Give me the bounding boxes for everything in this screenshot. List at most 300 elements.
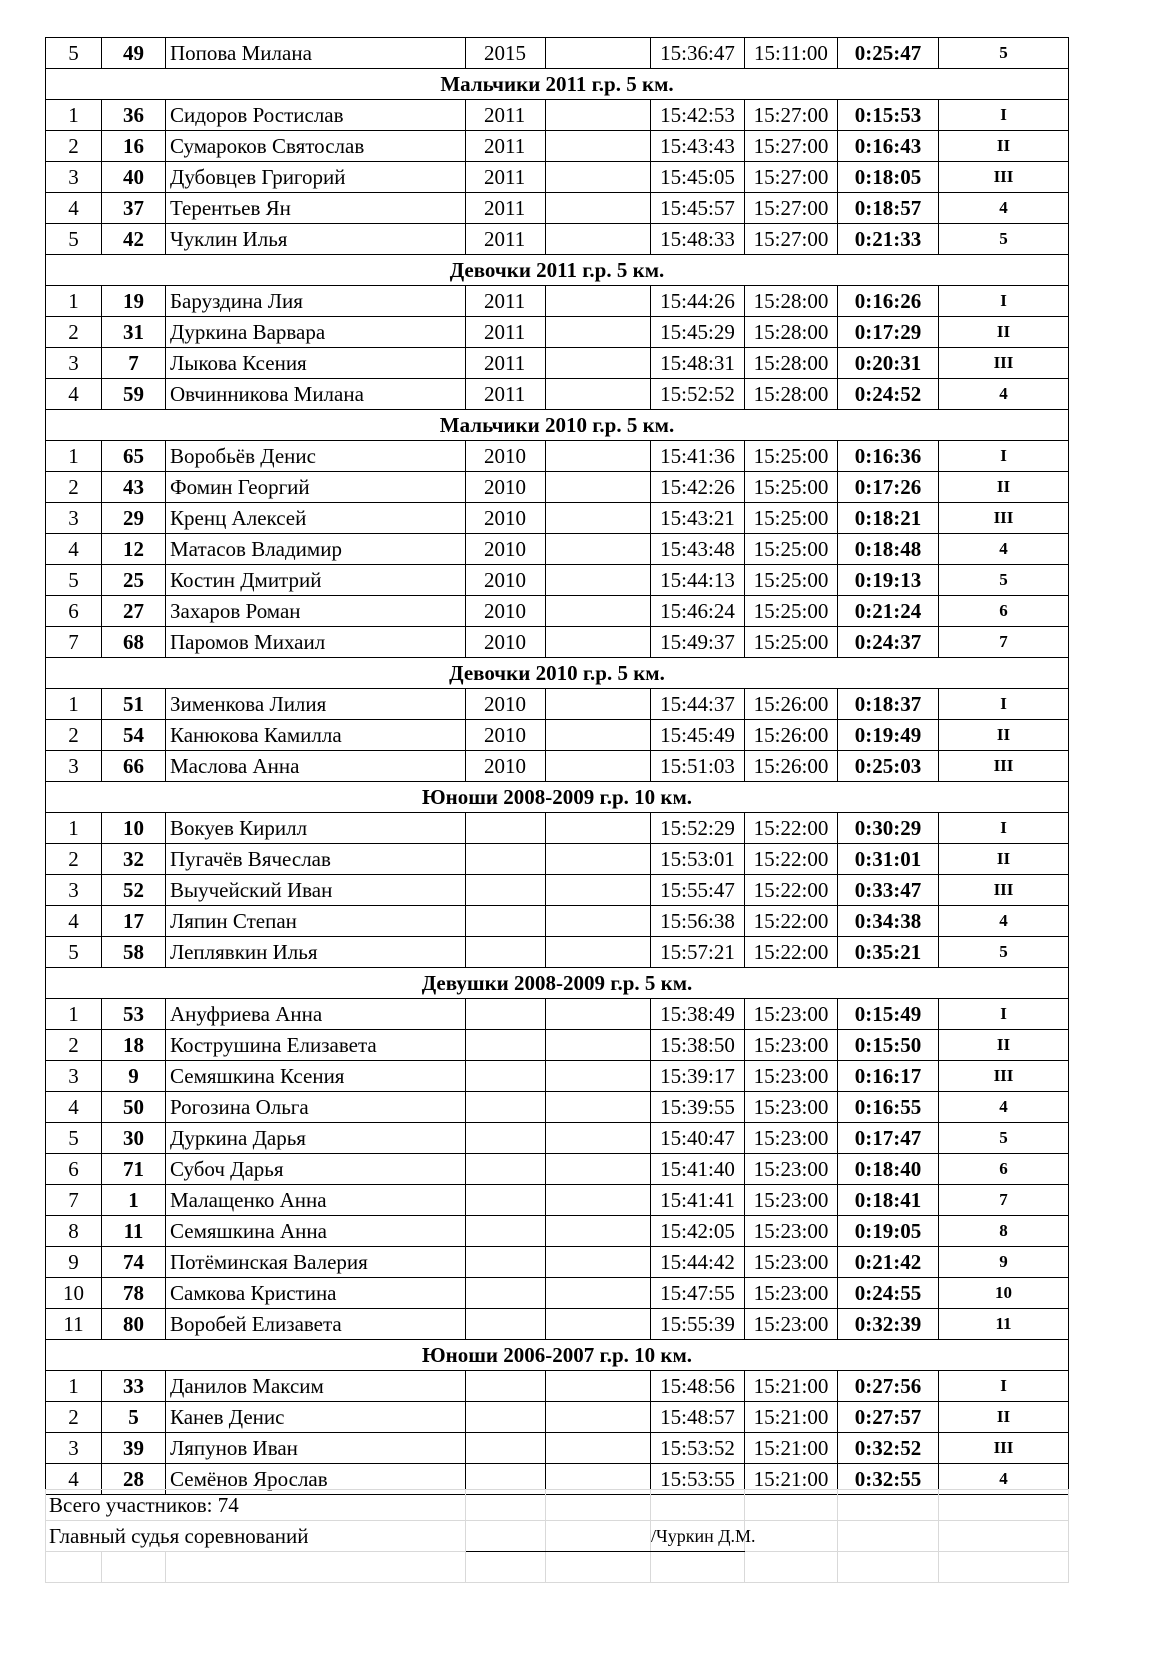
place-cell: 9 xyxy=(46,1247,102,1278)
rank-cell: 5 xyxy=(939,1123,1069,1154)
start-time: 15:25:00 xyxy=(745,441,838,472)
table-row xyxy=(46,1216,1069,1247)
results-body xyxy=(46,38,1069,1495)
finish-time: 15:52:52 xyxy=(651,379,745,410)
table-row xyxy=(46,937,1069,968)
table-row xyxy=(46,379,1069,410)
table-row xyxy=(46,1185,1069,1216)
finish-time: 15:42:26 xyxy=(651,472,745,503)
empty-cell xyxy=(546,503,651,534)
rank-cell: III xyxy=(939,875,1069,906)
empty-cell xyxy=(546,565,651,596)
start-time: 15:27:00 xyxy=(745,224,838,255)
place-cell: 1 xyxy=(46,999,102,1030)
table-row xyxy=(46,596,1069,627)
rank-cell: I xyxy=(939,286,1069,317)
rank-cell: II xyxy=(939,472,1069,503)
place-cell: 1 xyxy=(46,689,102,720)
place-cell: 4 xyxy=(46,534,102,565)
bib-number: 1 xyxy=(102,1185,166,1216)
finish-time: 15:44:42 xyxy=(651,1247,745,1278)
section-header-row xyxy=(46,658,1069,689)
birth-year: 2011 xyxy=(466,286,546,317)
results-table xyxy=(45,37,1069,1495)
start-time: 15:21:00 xyxy=(745,1464,838,1495)
rank-cell: 4 xyxy=(939,379,1069,410)
result-time: 0:15:50 xyxy=(838,1030,939,1061)
table-row xyxy=(46,1123,1069,1154)
start-time: 15:23:00 xyxy=(745,1154,838,1185)
place-cell: 6 xyxy=(46,1154,102,1185)
athlete-name: Терентьев Ян xyxy=(166,193,466,224)
birth-year: 2011 xyxy=(466,317,546,348)
empty-cell xyxy=(546,1371,651,1402)
rank-cell: II xyxy=(939,844,1069,875)
birth-year xyxy=(466,1123,546,1154)
result-time: 0:21:42 xyxy=(838,1247,939,1278)
empty-cell xyxy=(546,38,651,69)
place-cell: 6 xyxy=(46,596,102,627)
result-time: 0:18:48 xyxy=(838,534,939,565)
birth-year xyxy=(466,813,546,844)
birth-year: 2010 xyxy=(466,627,546,658)
bib-number: 43 xyxy=(102,472,166,503)
table-row xyxy=(46,100,1069,131)
bib-number: 9 xyxy=(102,1061,166,1092)
table-row xyxy=(46,503,1069,534)
birth-year xyxy=(466,1278,546,1309)
result-time: 0:15:49 xyxy=(838,999,939,1030)
start-time: 15:28:00 xyxy=(745,379,838,410)
bib-number: 30 xyxy=(102,1123,166,1154)
rank-cell: II xyxy=(939,131,1069,162)
result-time: 0:24:52 xyxy=(838,379,939,410)
athlete-name: Фомин Георгий xyxy=(166,472,466,503)
rank-cell: I xyxy=(939,689,1069,720)
finish-time: 15:42:05 xyxy=(651,1216,745,1247)
athlete-name: Сумароков Святослав xyxy=(166,131,466,162)
start-time: 15:22:00 xyxy=(745,875,838,906)
bib-number: 10 xyxy=(102,813,166,844)
athlete-name: Зименкова Лилия xyxy=(166,689,466,720)
result-time: 0:17:47 xyxy=(838,1123,939,1154)
birth-year xyxy=(466,1216,546,1247)
start-time: 15:23:00 xyxy=(745,1309,838,1340)
place-cell: 4 xyxy=(46,1092,102,1123)
bib-number: 31 xyxy=(102,317,166,348)
start-time: 15:26:00 xyxy=(745,751,838,782)
table-row xyxy=(46,751,1069,782)
birth-year: 2010 xyxy=(466,596,546,627)
table-row xyxy=(46,1247,1069,1278)
result-time: 0:16:55 xyxy=(838,1092,939,1123)
bib-number: 11 xyxy=(102,1216,166,1247)
section-title: Юноши 2006-2007 г.р. 10 км. xyxy=(46,1340,1069,1371)
result-time: 0:18:21 xyxy=(838,503,939,534)
result-time: 0:32:39 xyxy=(838,1309,939,1340)
rank-cell: 5 xyxy=(939,38,1069,69)
empty-cell xyxy=(546,1061,651,1092)
place-cell: 7 xyxy=(46,627,102,658)
start-time: 15:23:00 xyxy=(745,1278,838,1309)
athlete-name: Ануфриева Анна xyxy=(166,999,466,1030)
bib-number: 12 xyxy=(102,534,166,565)
table-row xyxy=(46,1309,1069,1340)
section-header-row xyxy=(46,410,1069,441)
finish-time: 15:45:57 xyxy=(651,193,745,224)
athlete-name: Кострушина Елизавета xyxy=(166,1030,466,1061)
athlete-name: Пугачёв Вячеслав xyxy=(166,844,466,875)
athlete-name: Семяшкина Ксения xyxy=(166,1061,466,1092)
section-header-row xyxy=(46,69,1069,100)
table-row xyxy=(46,1433,1069,1464)
birth-year: 2011 xyxy=(466,224,546,255)
section-header-row xyxy=(46,968,1069,999)
start-time: 15:21:00 xyxy=(745,1371,838,1402)
bib-number: 36 xyxy=(102,100,166,131)
result-time: 0:25:03 xyxy=(838,751,939,782)
finish-time: 15:44:26 xyxy=(651,286,745,317)
athlete-name: Канюкова Камилла xyxy=(166,720,466,751)
empty-cell xyxy=(546,472,651,503)
place-cell: 1 xyxy=(46,286,102,317)
place-cell: 3 xyxy=(46,162,102,193)
rank-cell: III xyxy=(939,162,1069,193)
bib-number: 19 xyxy=(102,286,166,317)
section-title: Мальчики 2010 г.р. 5 км. xyxy=(46,410,1069,441)
start-time: 15:27:00 xyxy=(745,100,838,131)
rank-cell: III xyxy=(939,348,1069,379)
rank-cell: 7 xyxy=(939,1185,1069,1216)
finish-time: 15:45:05 xyxy=(651,162,745,193)
place-cell: 4 xyxy=(46,906,102,937)
result-time: 0:25:47 xyxy=(838,38,939,69)
bib-number: 66 xyxy=(102,751,166,782)
start-time: 15:11:00 xyxy=(745,38,838,69)
result-time: 0:24:37 xyxy=(838,627,939,658)
place-cell: 1 xyxy=(46,813,102,844)
table-row xyxy=(46,1061,1069,1092)
place-cell: 3 xyxy=(46,503,102,534)
athlete-name: Попова Милана xyxy=(166,38,466,69)
start-time: 15:27:00 xyxy=(745,162,838,193)
bib-number: 5 xyxy=(102,1402,166,1433)
place-cell: 2 xyxy=(46,720,102,751)
rank-cell: III xyxy=(939,751,1069,782)
bib-number: 53 xyxy=(102,999,166,1030)
athlete-name: Дубовцев Григорий xyxy=(166,162,466,193)
empty-cell xyxy=(546,1092,651,1123)
finish-time: 15:55:47 xyxy=(651,875,745,906)
birth-year: 2011 xyxy=(466,162,546,193)
athlete-name: Маслова Анна xyxy=(166,751,466,782)
birth-year: 2010 xyxy=(466,472,546,503)
start-time: 15:25:00 xyxy=(745,596,838,627)
chief-judge-label: Главный судья соревнований xyxy=(46,1521,466,1552)
finish-time: 15:51:03 xyxy=(651,751,745,782)
birth-year: 2011 xyxy=(466,379,546,410)
empty-cell xyxy=(546,1278,651,1309)
start-time: 15:23:00 xyxy=(745,1247,838,1278)
empty-cell xyxy=(546,1216,651,1247)
table-row xyxy=(46,224,1069,255)
table-row xyxy=(46,193,1069,224)
table-row xyxy=(46,813,1069,844)
total-participants: Всего участников: 74 xyxy=(46,1490,466,1521)
start-time: 15:25:00 xyxy=(745,503,838,534)
bib-number: 17 xyxy=(102,906,166,937)
birth-year xyxy=(466,1030,546,1061)
bib-number: 28 xyxy=(102,1464,166,1495)
rank-cell: II xyxy=(939,317,1069,348)
start-time: 15:28:00 xyxy=(745,348,838,379)
finish-time: 15:43:43 xyxy=(651,131,745,162)
table-row xyxy=(46,1402,1069,1433)
finish-time: 15:52:29 xyxy=(651,813,745,844)
birth-year: 2010 xyxy=(466,689,546,720)
result-time: 0:20:31 xyxy=(838,348,939,379)
rank-cell: 5 xyxy=(939,937,1069,968)
finish-time: 15:43:21 xyxy=(651,503,745,534)
rank-cell: II xyxy=(939,720,1069,751)
athlete-name: Чуклин Илья xyxy=(166,224,466,255)
rank-cell: 4 xyxy=(939,906,1069,937)
finish-time: 15:48:56 xyxy=(651,1371,745,1402)
total-participants-row xyxy=(46,1490,1069,1521)
empty-cell xyxy=(546,100,651,131)
birth-year xyxy=(466,1092,546,1123)
empty-cell xyxy=(546,844,651,875)
birth-year: 2011 xyxy=(466,193,546,224)
start-time: 15:21:00 xyxy=(745,1402,838,1433)
rank-cell: I xyxy=(939,813,1069,844)
result-time: 0:24:55 xyxy=(838,1278,939,1309)
bib-number: 7 xyxy=(102,348,166,379)
athlete-name: Овчинникова Милана xyxy=(166,379,466,410)
table-row xyxy=(46,131,1069,162)
start-time: 15:22:00 xyxy=(745,906,838,937)
start-time: 15:25:00 xyxy=(745,472,838,503)
athlete-name: Канев Денис xyxy=(166,1402,466,1433)
section-title: Юноши 2008-2009 г.р. 10 км. xyxy=(46,782,1069,813)
result-time: 0:32:52 xyxy=(838,1433,939,1464)
place-cell: 5 xyxy=(46,937,102,968)
result-time: 0:17:29 xyxy=(838,317,939,348)
birth-year: 2010 xyxy=(466,503,546,534)
finish-time: 15:53:52 xyxy=(651,1433,745,1464)
empty-cell xyxy=(546,627,651,658)
birth-year xyxy=(466,906,546,937)
athlete-name: Паромов Михаил xyxy=(166,627,466,658)
bib-number: 33 xyxy=(102,1371,166,1402)
birth-year xyxy=(466,1433,546,1464)
start-time: 15:23:00 xyxy=(745,1216,838,1247)
place-cell: 5 xyxy=(46,1123,102,1154)
table-row xyxy=(46,720,1069,751)
place-cell: 3 xyxy=(46,751,102,782)
section-title: Девочки 2010 г.р. 5 км. xyxy=(46,658,1069,689)
athlete-name: Субоч Дарья xyxy=(166,1154,466,1185)
finish-time: 15:41:40 xyxy=(651,1154,745,1185)
athlete-name: Сидоров Ростислав xyxy=(166,100,466,131)
birth-year xyxy=(466,999,546,1030)
signature-line xyxy=(466,1521,546,1552)
birth-year xyxy=(466,1185,546,1216)
rank-cell: 9 xyxy=(939,1247,1069,1278)
finish-time: 15:45:49 xyxy=(651,720,745,751)
empty-cell xyxy=(546,720,651,751)
birth-year: 2010 xyxy=(466,565,546,596)
empty-cell xyxy=(546,1433,651,1464)
footer-sheet xyxy=(45,1489,1069,1583)
empty-cell xyxy=(546,162,651,193)
rank-cell: I xyxy=(939,100,1069,131)
result-time: 0:19:05 xyxy=(838,1216,939,1247)
start-time: 15:23:00 xyxy=(745,1030,838,1061)
bib-number: 37 xyxy=(102,193,166,224)
place-cell: 3 xyxy=(46,1061,102,1092)
athlete-name: Вокуев Кирилл xyxy=(166,813,466,844)
start-time: 15:28:00 xyxy=(745,286,838,317)
empty-cell xyxy=(546,131,651,162)
finish-time: 15:44:13 xyxy=(651,565,745,596)
rank-cell: I xyxy=(939,999,1069,1030)
finish-time: 15:44:37 xyxy=(651,689,745,720)
empty-cell xyxy=(546,999,651,1030)
section-title: Девочки 2011 г.р. 5 км. xyxy=(46,255,1069,286)
finish-time: 15:55:39 xyxy=(651,1309,745,1340)
result-time: 0:18:37 xyxy=(838,689,939,720)
bib-number: 32 xyxy=(102,844,166,875)
finish-time: 15:48:57 xyxy=(651,1402,745,1433)
finish-time: 15:38:49 xyxy=(651,999,745,1030)
section-title: Девушки 2008-2009 г.р. 5 км. xyxy=(46,968,1069,999)
start-time: 15:23:00 xyxy=(745,1123,838,1154)
bib-number: 27 xyxy=(102,596,166,627)
finish-time: 15:48:33 xyxy=(651,224,745,255)
rank-cell: I xyxy=(939,1371,1069,1402)
empty-cell xyxy=(546,348,651,379)
table-row xyxy=(46,162,1069,193)
result-time: 0:18:57 xyxy=(838,193,939,224)
finish-time: 15:56:38 xyxy=(651,906,745,937)
result-time: 0:35:21 xyxy=(838,937,939,968)
place-cell: 5 xyxy=(46,224,102,255)
athlete-name: Ляпин Степан xyxy=(166,906,466,937)
finish-time: 15:38:50 xyxy=(651,1030,745,1061)
birth-year xyxy=(466,1247,546,1278)
empty-cell xyxy=(546,689,651,720)
finish-time: 15:43:48 xyxy=(651,534,745,565)
birth-year: 2011 xyxy=(466,131,546,162)
start-time: 15:23:00 xyxy=(745,1185,838,1216)
athlete-name: Потёминская Валерия xyxy=(166,1247,466,1278)
section-title: Мальчики 2011 г.р. 5 км. xyxy=(46,69,1069,100)
athlete-name: Рогозина Ольга xyxy=(166,1092,466,1123)
birth-year xyxy=(466,875,546,906)
rank-cell: 4 xyxy=(939,534,1069,565)
finish-time: 15:41:36 xyxy=(651,441,745,472)
table-row xyxy=(46,627,1069,658)
start-time: 15:23:00 xyxy=(745,1061,838,1092)
result-time: 0:18:05 xyxy=(838,162,939,193)
result-time: 0:21:33 xyxy=(838,224,939,255)
athlete-name: Воробьёв Денис xyxy=(166,441,466,472)
start-time: 15:26:00 xyxy=(745,689,838,720)
empty-cell xyxy=(546,937,651,968)
empty-cell xyxy=(546,193,651,224)
bib-number: 51 xyxy=(102,689,166,720)
table-row xyxy=(46,1092,1069,1123)
place-cell: 3 xyxy=(46,875,102,906)
result-time: 0:31:01 xyxy=(838,844,939,875)
bib-number: 65 xyxy=(102,441,166,472)
empty-cell xyxy=(546,751,651,782)
start-time: 15:27:00 xyxy=(745,193,838,224)
place-cell: 2 xyxy=(46,1030,102,1061)
finish-time: 15:41:41 xyxy=(651,1185,745,1216)
empty-cell xyxy=(546,1185,651,1216)
table-row xyxy=(46,348,1069,379)
rank-cell: 6 xyxy=(939,1154,1069,1185)
finish-time: 15:53:55 xyxy=(651,1464,745,1495)
empty-cell xyxy=(546,441,651,472)
empty-cell xyxy=(546,1247,651,1278)
result-time: 0:18:40 xyxy=(838,1154,939,1185)
empty-cell xyxy=(546,813,651,844)
athlete-name: Захаров Роман xyxy=(166,596,466,627)
result-time: 0:19:49 xyxy=(838,720,939,751)
start-time: 15:28:00 xyxy=(745,317,838,348)
birth-year xyxy=(466,937,546,968)
athlete-name: Матасов Владимир xyxy=(166,534,466,565)
empty-cell xyxy=(546,1402,651,1433)
start-time: 15:22:00 xyxy=(745,813,838,844)
place-cell: 5 xyxy=(46,38,102,69)
empty-cell xyxy=(546,906,651,937)
rank-cell: 5 xyxy=(939,224,1069,255)
place-cell: 5 xyxy=(46,565,102,596)
place-cell: 2 xyxy=(46,844,102,875)
place-cell: 1 xyxy=(46,1371,102,1402)
place-cell: 2 xyxy=(46,472,102,503)
start-time: 15:23:00 xyxy=(745,999,838,1030)
start-time: 15:26:00 xyxy=(745,720,838,751)
table-row xyxy=(46,565,1069,596)
table-row xyxy=(46,38,1069,69)
bib-number: 49 xyxy=(102,38,166,69)
result-time: 0:27:56 xyxy=(838,1371,939,1402)
table-row xyxy=(46,441,1069,472)
place-cell: 2 xyxy=(46,1402,102,1433)
empty-cell xyxy=(546,224,651,255)
result-time: 0:34:38 xyxy=(838,906,939,937)
rank-cell: 5 xyxy=(939,565,1069,596)
bib-number: 50 xyxy=(102,1092,166,1123)
birth-year: 2015 xyxy=(466,38,546,69)
empty-cell xyxy=(546,1309,651,1340)
athlete-name: Лыкова Ксения xyxy=(166,348,466,379)
chief-judge-row xyxy=(46,1521,1069,1552)
start-time: 15:22:00 xyxy=(745,844,838,875)
athlete-name: Кренц Алексей xyxy=(166,503,466,534)
empty-cell xyxy=(546,317,651,348)
finish-time: 15:36:47 xyxy=(651,38,745,69)
table-row xyxy=(46,472,1069,503)
place-cell: 2 xyxy=(46,131,102,162)
start-time: 15:27:00 xyxy=(745,131,838,162)
birth-year: 2010 xyxy=(466,441,546,472)
